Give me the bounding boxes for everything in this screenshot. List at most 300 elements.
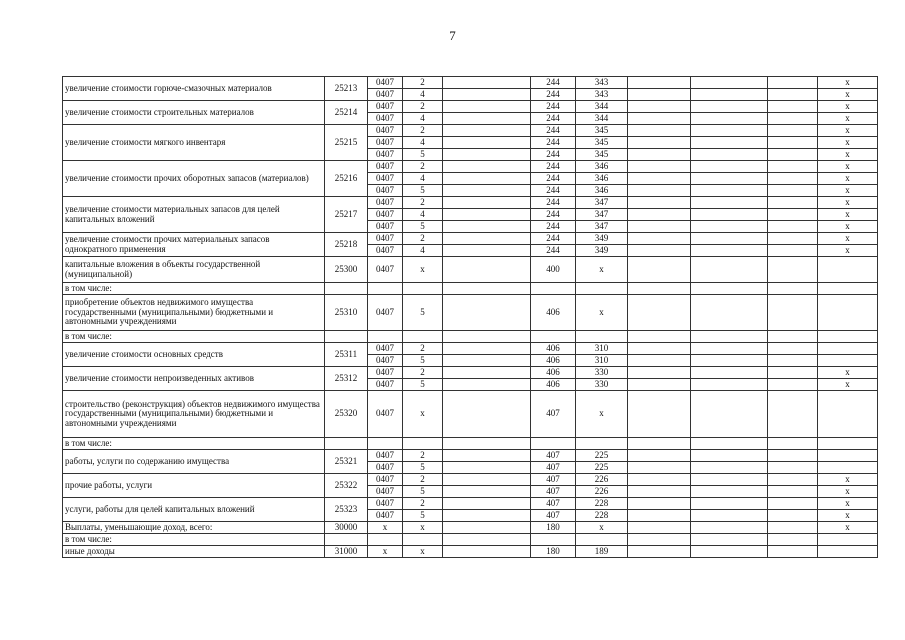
table-cell bbox=[628, 474, 691, 486]
table-cell bbox=[768, 295, 818, 331]
table-cell bbox=[818, 343, 878, 355]
table-cell bbox=[443, 89, 531, 101]
table-cell bbox=[443, 197, 531, 209]
table-cell bbox=[628, 331, 691, 343]
table-cell bbox=[768, 510, 818, 522]
row-name: иные доходы bbox=[63, 546, 325, 558]
table-cell bbox=[443, 331, 531, 343]
table-cell: 244 bbox=[531, 233, 576, 245]
table-cell: 0407 bbox=[368, 197, 403, 209]
table-cell: х bbox=[818, 89, 878, 101]
table-cell bbox=[443, 462, 531, 474]
table-cell bbox=[628, 197, 691, 209]
table-cell: 0407 bbox=[368, 113, 403, 125]
table-cell bbox=[768, 438, 818, 450]
row-name: увеличение стоимости материальных запасов для целей капитальных вложений bbox=[63, 197, 325, 233]
table-cell: 407 bbox=[531, 462, 576, 474]
table-cell: х bbox=[818, 125, 878, 137]
table-cell: 346 bbox=[576, 185, 628, 197]
table-cell bbox=[768, 89, 818, 101]
table-cell bbox=[443, 474, 531, 486]
table-row bbox=[63, 125, 878, 137]
table-cell: 244 bbox=[531, 245, 576, 257]
table-cell bbox=[691, 101, 768, 113]
table-cell: 406 bbox=[531, 295, 576, 331]
table-cell bbox=[443, 343, 531, 355]
table-cell bbox=[691, 295, 768, 331]
table-row bbox=[63, 295, 878, 331]
table-cell: 0407 bbox=[368, 173, 403, 185]
table-cell bbox=[368, 438, 403, 450]
table-cell bbox=[691, 113, 768, 125]
table-cell: 407 bbox=[531, 498, 576, 510]
table-cell bbox=[768, 462, 818, 474]
table-cell bbox=[443, 534, 531, 546]
table-cell bbox=[691, 486, 768, 498]
table-cell bbox=[628, 522, 691, 534]
table-cell: 5 bbox=[403, 510, 443, 522]
table-cell: 0407 bbox=[368, 125, 403, 137]
table-cell: 310 bbox=[576, 343, 628, 355]
table-cell bbox=[691, 498, 768, 510]
row-name: в том числе: bbox=[63, 283, 325, 295]
table-cell bbox=[531, 331, 576, 343]
table-cell bbox=[768, 534, 818, 546]
table-cell: 0407 bbox=[368, 209, 403, 221]
table-cell: 244 bbox=[531, 125, 576, 137]
table-cell bbox=[818, 283, 878, 295]
table-cell: 0407 bbox=[368, 149, 403, 161]
table-cell bbox=[628, 221, 691, 233]
table-cell bbox=[576, 534, 628, 546]
table-cell bbox=[768, 101, 818, 113]
row-code: 25322 bbox=[325, 474, 368, 498]
table-cell bbox=[768, 331, 818, 343]
row-name: увеличение стоимости мягкого инвентаря bbox=[63, 125, 325, 161]
table-cell bbox=[691, 77, 768, 89]
table-row bbox=[63, 474, 878, 486]
table-cell bbox=[691, 149, 768, 161]
table-cell: 5 bbox=[403, 462, 443, 474]
table-cell bbox=[691, 546, 768, 558]
table-cell: 0407 bbox=[368, 367, 403, 379]
table-cell bbox=[691, 221, 768, 233]
table-cell: 5 bbox=[403, 295, 443, 331]
table-cell: х bbox=[818, 498, 878, 510]
table-cell: х bbox=[818, 197, 878, 209]
table-cell: 406 bbox=[531, 343, 576, 355]
row-code: 25218 bbox=[325, 233, 368, 257]
table-cell bbox=[768, 450, 818, 462]
table-cell bbox=[691, 343, 768, 355]
table-cell bbox=[691, 355, 768, 367]
table-cell: 2 bbox=[403, 161, 443, 173]
table-cell: х bbox=[818, 137, 878, 149]
page-number: 7 bbox=[449, 28, 456, 43]
table-cell: 349 bbox=[576, 233, 628, 245]
table-cell bbox=[691, 137, 768, 149]
table-cell bbox=[443, 233, 531, 245]
row-code: 25300 bbox=[325, 257, 368, 283]
table-cell bbox=[628, 438, 691, 450]
table-cell: 244 bbox=[531, 209, 576, 221]
table-cell bbox=[691, 173, 768, 185]
table-cell: х bbox=[818, 510, 878, 522]
row-name: увеличение стоимости прочих материальных запасов однократного применения bbox=[63, 233, 325, 257]
table-cell: 4 bbox=[403, 89, 443, 101]
row-name: в том числе: bbox=[63, 331, 325, 343]
table-cell bbox=[403, 438, 443, 450]
table-cell: 4 bbox=[403, 245, 443, 257]
row-code: 25323 bbox=[325, 498, 368, 522]
table-cell bbox=[691, 331, 768, 343]
table-cell: 225 bbox=[576, 462, 628, 474]
table-cell bbox=[768, 355, 818, 367]
table-cell bbox=[443, 391, 531, 438]
table-cell: 0407 bbox=[368, 355, 403, 367]
table-row bbox=[63, 101, 878, 113]
table-cell: 2 bbox=[403, 125, 443, 137]
table-cell bbox=[443, 367, 531, 379]
table-cell: 244 bbox=[531, 149, 576, 161]
table-cell: 344 bbox=[576, 113, 628, 125]
table-cell bbox=[368, 331, 403, 343]
table-cell bbox=[443, 510, 531, 522]
table-cell: 244 bbox=[531, 197, 576, 209]
table-cell: 5 bbox=[403, 221, 443, 233]
table-row bbox=[63, 546, 878, 558]
table-cell: 0407 bbox=[368, 77, 403, 89]
table-cell: 400 bbox=[531, 257, 576, 283]
table-cell: х bbox=[818, 101, 878, 113]
table-row bbox=[63, 522, 878, 534]
table-cell bbox=[768, 257, 818, 283]
table-cell bbox=[818, 450, 878, 462]
table-cell: 349 bbox=[576, 245, 628, 257]
table-cell bbox=[628, 510, 691, 522]
table-cell bbox=[443, 137, 531, 149]
table-cell bbox=[628, 462, 691, 474]
table-cell bbox=[818, 546, 878, 558]
table-cell bbox=[443, 257, 531, 283]
table-cell bbox=[818, 391, 878, 438]
table-cell: х bbox=[818, 379, 878, 391]
table-cell: 407 bbox=[531, 486, 576, 498]
table-row bbox=[63, 391, 878, 438]
table-cell: 228 bbox=[576, 498, 628, 510]
table-cell bbox=[768, 137, 818, 149]
table-cell bbox=[818, 355, 878, 367]
table-cell bbox=[768, 161, 818, 173]
table-cell bbox=[628, 343, 691, 355]
table-cell: 244 bbox=[531, 113, 576, 125]
table-cell bbox=[768, 343, 818, 355]
table-cell bbox=[768, 391, 818, 438]
table-cell: 2 bbox=[403, 101, 443, 113]
table-cell bbox=[691, 233, 768, 245]
table-cell bbox=[628, 77, 691, 89]
table-cell bbox=[443, 546, 531, 558]
table-cell bbox=[628, 283, 691, 295]
table-cell: 345 bbox=[576, 149, 628, 161]
table-cell bbox=[403, 283, 443, 295]
table-cell bbox=[768, 522, 818, 534]
table-cell: 347 bbox=[576, 221, 628, 233]
table-cell: 2 bbox=[403, 233, 443, 245]
table-cell: 0407 bbox=[368, 486, 403, 498]
table-cell: 2 bbox=[403, 77, 443, 89]
table-cell: 343 bbox=[576, 89, 628, 101]
table-cell: 0407 bbox=[368, 343, 403, 355]
table-cell: х bbox=[403, 546, 443, 558]
table-cell bbox=[691, 450, 768, 462]
table-cell: х bbox=[576, 391, 628, 438]
table-cell: 244 bbox=[531, 221, 576, 233]
table-cell: х bbox=[818, 233, 878, 245]
table-cell: 4 bbox=[403, 113, 443, 125]
table-cell: 189 bbox=[576, 546, 628, 558]
table-cell bbox=[576, 438, 628, 450]
table-cell bbox=[768, 486, 818, 498]
table-cell: х bbox=[818, 209, 878, 221]
table-cell: 226 bbox=[576, 474, 628, 486]
table-cell bbox=[691, 462, 768, 474]
table-cell bbox=[691, 283, 768, 295]
row-name: в том числе: bbox=[63, 438, 325, 450]
table-cell: 2 bbox=[403, 474, 443, 486]
table-cell: 225 bbox=[576, 450, 628, 462]
table-cell bbox=[691, 209, 768, 221]
table-cell bbox=[443, 295, 531, 331]
row-code bbox=[325, 283, 368, 295]
row-code: 25320 bbox=[325, 391, 368, 438]
table-cell: 4 bbox=[403, 173, 443, 185]
row-code: 25321 bbox=[325, 450, 368, 474]
table-row bbox=[63, 534, 878, 546]
table-row bbox=[63, 450, 878, 462]
table-cell bbox=[368, 534, 403, 546]
budget-table bbox=[62, 76, 878, 558]
table-cell bbox=[443, 355, 531, 367]
table-cell: х bbox=[818, 77, 878, 89]
table-cell: 346 bbox=[576, 161, 628, 173]
table-cell: 0407 bbox=[368, 221, 403, 233]
table-cell: 0407 bbox=[368, 161, 403, 173]
table-cell: х bbox=[576, 257, 628, 283]
table-cell: х bbox=[576, 522, 628, 534]
table-cell bbox=[628, 209, 691, 221]
row-code: 25213 bbox=[325, 77, 368, 101]
table-cell bbox=[691, 367, 768, 379]
table-row bbox=[63, 161, 878, 173]
row-code: 25312 bbox=[325, 367, 368, 391]
table-cell bbox=[768, 209, 818, 221]
row-code: 25214 bbox=[325, 101, 368, 125]
table-cell: 0407 bbox=[368, 450, 403, 462]
row-name: увеличение стоимости горюче-смазочных материалов bbox=[63, 77, 325, 101]
table-cell: 5 bbox=[403, 486, 443, 498]
table-cell bbox=[443, 283, 531, 295]
row-name: строительство (реконструкция) объектов недвижимого имущества государственными (муниципальными) бюджетными и автономными учреждениями bbox=[63, 391, 325, 438]
table-cell bbox=[818, 438, 878, 450]
table-cell: 244 bbox=[531, 101, 576, 113]
table-cell bbox=[768, 283, 818, 295]
row-code: 25217 bbox=[325, 197, 368, 233]
row-code: 30000 bbox=[325, 522, 368, 534]
table-cell bbox=[531, 283, 576, 295]
table-cell: 2 bbox=[403, 197, 443, 209]
table-cell: 0407 bbox=[368, 510, 403, 522]
table-cell bbox=[768, 113, 818, 125]
table-cell bbox=[443, 149, 531, 161]
row-name: увеличение стоимости прочих оборотных запасов (материалов) bbox=[63, 161, 325, 197]
table-cell bbox=[691, 510, 768, 522]
table-cell: х bbox=[403, 522, 443, 534]
table-cell bbox=[628, 379, 691, 391]
table-cell bbox=[628, 257, 691, 283]
table-cell bbox=[628, 233, 691, 245]
row-code: 25215 bbox=[325, 125, 368, 161]
table-cell bbox=[443, 161, 531, 173]
table-cell bbox=[628, 367, 691, 379]
table-cell: 0407 bbox=[368, 498, 403, 510]
table-cell bbox=[443, 77, 531, 89]
table-cell bbox=[443, 245, 531, 257]
table-cell: 228 bbox=[576, 510, 628, 522]
table-cell bbox=[818, 331, 878, 343]
table-cell: 407 bbox=[531, 450, 576, 462]
table-cell bbox=[531, 438, 576, 450]
table-cell bbox=[443, 125, 531, 137]
table-cell bbox=[443, 498, 531, 510]
table-row bbox=[63, 343, 878, 355]
table-cell bbox=[628, 295, 691, 331]
table-cell bbox=[768, 233, 818, 245]
row-code: 25311 bbox=[325, 343, 368, 367]
table-cell: 330 bbox=[576, 379, 628, 391]
table-cell: х bbox=[818, 161, 878, 173]
table-cell bbox=[768, 125, 818, 137]
table-cell: 0407 bbox=[368, 295, 403, 331]
table-cell bbox=[628, 149, 691, 161]
table-cell: х bbox=[818, 367, 878, 379]
table-cell bbox=[531, 534, 576, 546]
table-cell: 0407 bbox=[368, 474, 403, 486]
table-cell bbox=[691, 125, 768, 137]
table-row bbox=[63, 197, 878, 209]
table-cell bbox=[403, 331, 443, 343]
table-cell: 347 bbox=[576, 197, 628, 209]
table-cell bbox=[628, 450, 691, 462]
table-cell: 406 bbox=[531, 379, 576, 391]
table-cell bbox=[628, 125, 691, 137]
table-cell bbox=[768, 245, 818, 257]
table-cell: 407 bbox=[531, 510, 576, 522]
table-cell bbox=[768, 367, 818, 379]
table-cell: 244 bbox=[531, 77, 576, 89]
table-cell: х bbox=[818, 522, 878, 534]
table-cell bbox=[576, 283, 628, 295]
table-cell bbox=[691, 197, 768, 209]
row-name: увеличение стоимости строительных материалов bbox=[63, 101, 325, 125]
row-name: увеличение стоимости основных средств bbox=[63, 343, 325, 367]
table-cell bbox=[628, 534, 691, 546]
table-cell bbox=[691, 245, 768, 257]
table-cell: 0407 bbox=[368, 89, 403, 101]
table-row bbox=[63, 257, 878, 283]
row-name: услуги, работы для целей капитальных вложений bbox=[63, 498, 325, 522]
table-cell bbox=[628, 355, 691, 367]
table-cell: 0407 bbox=[368, 391, 403, 438]
table-cell bbox=[768, 221, 818, 233]
table-cell bbox=[628, 101, 691, 113]
table-cell bbox=[691, 161, 768, 173]
table-cell bbox=[691, 534, 768, 546]
table-row bbox=[63, 498, 878, 510]
table-cell: 5 bbox=[403, 149, 443, 161]
table-cell: х bbox=[818, 149, 878, 161]
table-cell: х bbox=[368, 546, 403, 558]
table-cell bbox=[818, 295, 878, 331]
table-cell bbox=[443, 173, 531, 185]
table-cell bbox=[368, 283, 403, 295]
table-cell bbox=[768, 173, 818, 185]
table-cell: 244 bbox=[531, 89, 576, 101]
table-cell: х bbox=[818, 474, 878, 486]
row-code: 25216 bbox=[325, 161, 368, 197]
table-cell: 4 bbox=[403, 209, 443, 221]
table-cell: 0407 bbox=[368, 379, 403, 391]
table-cell: 244 bbox=[531, 137, 576, 149]
table-cell bbox=[628, 245, 691, 257]
table-cell: 344 bbox=[576, 101, 628, 113]
table-row bbox=[63, 367, 878, 379]
table-cell: 345 bbox=[576, 137, 628, 149]
row-name: прочие работы, услуги bbox=[63, 474, 325, 498]
table-cell: 244 bbox=[531, 161, 576, 173]
table-cell: 2 bbox=[403, 367, 443, 379]
table-cell: х bbox=[368, 522, 403, 534]
row-name: работы, услуги по содержанию имущества bbox=[63, 450, 325, 474]
table-cell: х bbox=[818, 173, 878, 185]
table-cell: х bbox=[818, 113, 878, 125]
table-cell: 407 bbox=[531, 474, 576, 486]
table-cell bbox=[628, 498, 691, 510]
table-cell: 345 bbox=[576, 125, 628, 137]
table-cell bbox=[768, 185, 818, 197]
table-cell bbox=[691, 379, 768, 391]
row-name: в том числе: bbox=[63, 534, 325, 546]
table-cell bbox=[768, 149, 818, 161]
table-cell: х bbox=[576, 295, 628, 331]
table-cell: 0407 bbox=[368, 245, 403, 257]
table-cell bbox=[768, 474, 818, 486]
table-cell bbox=[576, 331, 628, 343]
table-cell: х bbox=[818, 221, 878, 233]
table-cell: 346 bbox=[576, 173, 628, 185]
table-cell: х bbox=[818, 185, 878, 197]
table-cell: 0407 bbox=[368, 185, 403, 197]
table-row bbox=[63, 438, 878, 450]
row-name: увеличение стоимости непроизведенных активов bbox=[63, 367, 325, 391]
table-cell bbox=[443, 486, 531, 498]
table-cell bbox=[443, 438, 531, 450]
row-name: приобретение объектов недвижимого имущества государственными (муниципальными) бюджетными и автономными учреждениями bbox=[63, 295, 325, 331]
table-cell bbox=[768, 379, 818, 391]
table-cell: 0407 bbox=[368, 233, 403, 245]
table-cell bbox=[691, 438, 768, 450]
row-code: 31000 bbox=[325, 546, 368, 558]
